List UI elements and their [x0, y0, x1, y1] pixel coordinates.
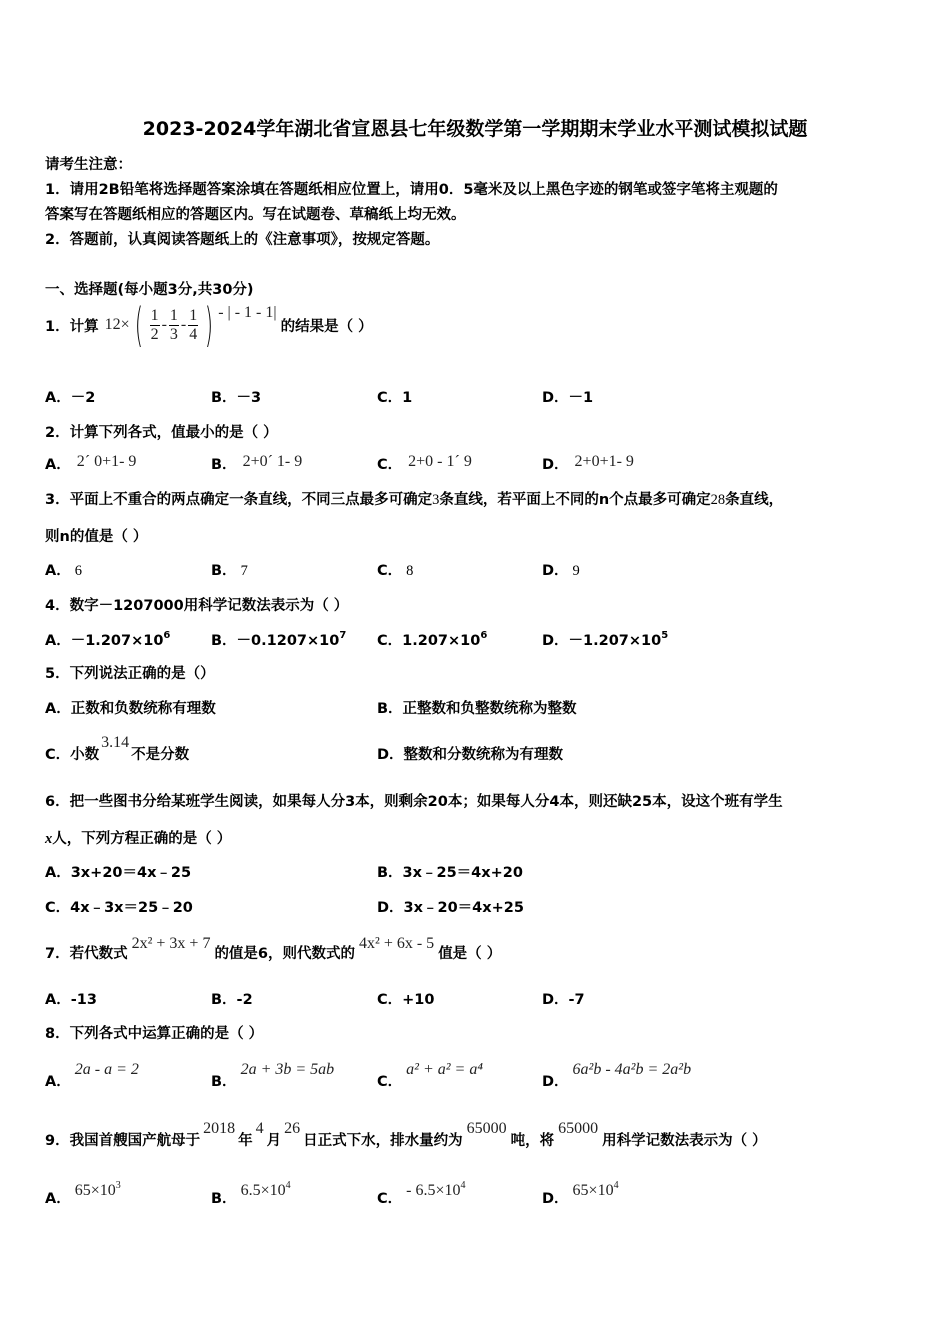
q1-minus: - — [180, 316, 187, 333]
q1-prefix: 1．计算 — [45, 318, 99, 335]
q6-option-b[interactable]: B．3x﹣25＝4x+20 — [377, 865, 523, 881]
q4-option-c[interactable]: C．$1.207\times 10^6$ — [377, 630, 488, 649]
left-paren-icon: ( — [134, 298, 143, 352]
notice-line-1b: 答案写在答题纸相应的答题区内。写在试题卷、草稿纸上均无效。 — [45, 207, 466, 223]
q1-option-a[interactable]: A．－2 — [45, 390, 96, 406]
q5-option-b[interactable]: B．正整数和负整数统称为整数 — [377, 701, 577, 717]
q9-option-d[interactable]: D． $65\times 10^4$ — [542, 1180, 619, 1207]
q6-stem-line-1: 6．把一些图书分给某班学生阅读，如果每人分3本，则剩余20本；如果每人分4本，则还缺25本，设这个班有学生 — [45, 794, 783, 810]
q3-option-c[interactable]: C． 8 — [377, 563, 414, 579]
q5-option-a[interactable]: A．正数和负数统称有理数 — [45, 701, 216, 717]
q2-option-c[interactable]: C． 2+0 - 1´ 9 — [377, 453, 472, 473]
q1-suffix: 的结果是（ ） — [280, 318, 373, 335]
right-paren-icon: ) — [205, 298, 214, 352]
q1-minus: - — [161, 316, 167, 333]
q1-times: × — [120, 316, 130, 333]
q5-stem: 5．下列说法正确的是（） — [45, 666, 215, 682]
q6-option-c[interactable]: C．4x﹣3x＝25﹣20 — [45, 900, 193, 916]
q5-option-d[interactable]: D．整数和分数统称为有理数 — [377, 747, 564, 763]
q6-stem-line-2: x人，下列方程正确的是（ ） — [45, 831, 232, 847]
q2-option-d[interactable]: D． 2+0+1- 9 — [542, 453, 634, 473]
q1-abs-expression: - | - 1 - 1| — [218, 304, 277, 321]
q2-option-b[interactable]: B． 2+0´ 1- 9 — [211, 453, 303, 473]
section-heading: 一、选择题(每小题3分,共30分) — [45, 282, 254, 298]
q3-option-d[interactable]: D． 9 — [542, 563, 580, 579]
q9-option-b[interactable]: B． $6.5\times 10^4$ — [211, 1180, 291, 1207]
q6-option-d[interactable]: D．3x﹣20＝4x+25 — [377, 900, 524, 916]
notice-line-2: 2．答题前，认真阅读答题纸上的《注意事项》，按规定答题。 — [45, 232, 440, 248]
q3-option-b[interactable]: B． 7 — [211, 563, 248, 579]
question-1 — [45, 300, 373, 350]
q5-option-c[interactable]: C．小数3.14不是分数 — [45, 734, 190, 763]
q8-stem: 8．下列各式中运算正确的是（ ） — [45, 1026, 264, 1042]
q1-fraction-3: $\frac{1}{4}$ — [189, 306, 198, 343]
q1-option-d[interactable]: D．－1 — [542, 390, 594, 406]
q2-option-a[interactable]: A． 2´ 0+1- 9 — [45, 453, 137, 473]
q8-option-c[interactable]: C．a² + a² = a⁴ — [377, 1061, 483, 1090]
q4-option-a[interactable]: A．$-1.207\times 10^6$ — [45, 630, 171, 649]
page-title: 2023-2024学年湖北省宣恩县七年级数学第一学期期末学业水平测试模拟试题 — [142, 118, 808, 140]
q8-option-b[interactable]: B．2a + 3b = 5ab — [211, 1061, 335, 1090]
q8-option-d[interactable]: D．6a²b - 4a²b = 2a²b — [542, 1061, 692, 1090]
q4-stem: 4．数字－1207000用科学记数法表示为（ ） — [45, 598, 349, 614]
q7-option-b[interactable]: B．-2 — [211, 992, 253, 1008]
q3-stem-line-2: 则n的值是（ ） — [45, 529, 148, 545]
q4-option-b[interactable]: B．$-0.1207\times 10^7$ — [211, 630, 347, 649]
q8-option-a[interactable]: A．2a - a = 2 — [45, 1061, 139, 1090]
q1-fraction-2: $\frac{1}{3}$ — [169, 306, 178, 343]
q4-option-d[interactable]: D．$-1.207\times 10^5$ — [542, 630, 669, 649]
notice-line-1a: 1．请用2B铅笔将选择题答案涂填在答题纸相应位置上，请用0．5毫米及以上黑色字迹的钢笔或签字笔将主观题的 — [45, 182, 778, 198]
q7-option-c[interactable]: C．+10 — [377, 992, 435, 1008]
q9-option-c[interactable]: C． - $6.5\times 10^4$ — [377, 1180, 466, 1207]
q1-option-b[interactable]: B．－3 — [211, 390, 262, 406]
q7-option-a[interactable]: A．-13 — [45, 992, 97, 1008]
q7-expression-1: 2x² + 3x + 7 — [131, 935, 211, 952]
q9-option-a[interactable]: A． $65\times 10^3$ — [45, 1180, 121, 1207]
q7-expression-2: 4x² + 6x - 5 — [359, 935, 435, 952]
q6-option-a[interactable]: A．3x+20＝4x﹣25 — [45, 865, 192, 881]
notice-heading: 请考生注意： — [45, 157, 132, 173]
question-7: 7．若代数式2x² + 3x + 7的值是6，则代数式的4x² + 6x - 5值是（ ） — [45, 935, 502, 962]
q7-option-d[interactable]: D．-7 — [542, 992, 585, 1008]
q1-option-c[interactable]: C．1 — [377, 390, 413, 406]
q1-coefficient: 12 — [104, 316, 121, 333]
q3-stem-line-1: 3．平面上不重合的两点确定一条直线，不同三点最多可确定3条直线，若平面上不同的n个点最多可确定28条直线， — [45, 492, 784, 508]
q2-stem: 2．计算下列各式，值最小的是（ ） — [45, 425, 278, 441]
q1-fraction-1: $\frac{1}{2}$ — [150, 306, 159, 343]
question-9: 9．我国首艘国产航母于2018年4月26日正式下水，排水量约为65000吨，将65000用科学记数法表示为（ ） — [45, 1120, 767, 1149]
q3-option-a[interactable]: A． 6 — [45, 563, 82, 579]
